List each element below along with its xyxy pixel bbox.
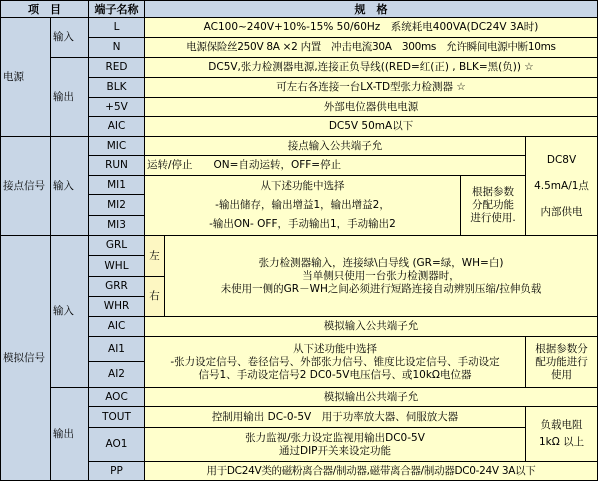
load-resistance-note	[526, 407, 598, 462]
terminal-GRL: GRL	[89, 236, 145, 256]
terminal-L: L	[89, 18, 145, 38]
spec-RUN: 运转/停止 ON=自动运转，OFF=停止	[145, 156, 526, 176]
header-spec: 规 格	[145, 1, 598, 18]
terminal-MI1: MI1	[89, 176, 145, 195]
terminal-MI3: MI3	[89, 216, 145, 236]
terminal-N: N	[89, 38, 145, 58]
terminal-MIC: MIC	[89, 137, 145, 156]
category-power: 电源	[1, 18, 51, 137]
spec-AOC: 模拟输出公共端子允	[145, 388, 598, 407]
category-contact: 接点信号	[1, 137, 51, 236]
row-L	[1, 18, 598, 38]
row-power-AIC	[1, 117, 598, 137]
detector-line: 张力检测器输入，连接绿\白导线 (GR=绿，WH=白)	[258, 256, 504, 269]
terminal-WHR: WHR	[89, 297, 145, 317]
header-item: 项 目	[1, 1, 89, 18]
terminal-AI1: AI1	[89, 337, 145, 362]
terminal-GRR: GRR	[89, 277, 145, 297]
param-line: 进行使用.	[470, 212, 516, 224]
spec-L: AC100~240V+10%-15% 50/60Hz 系统耗电400VA(DC24V 3A时)	[145, 18, 598, 38]
row-N	[1, 38, 598, 58]
spec-5V: 外部电位器供电电源	[145, 98, 598, 117]
terminal-AI2: AI2	[89, 362, 145, 388]
analog-output-label: 输出	[51, 388, 89, 481]
row-GRL	[1, 236, 598, 256]
ai-param-line: 根据参数分	[535, 342, 588, 355]
right-side-label: 右	[145, 277, 165, 317]
terminal-PP: PP	[89, 462, 145, 481]
terminal-TOUT: TOUT	[89, 407, 145, 428]
spec-N: 电源保险丝250V 8A ×2 内置 冲击电流30A 300ms 允许瞬间电源中断10ms	[145, 38, 598, 58]
terminal-power-AIC: AIC	[89, 117, 145, 137]
row-TOUT	[1, 407, 598, 428]
detector-input-spec	[165, 236, 598, 317]
terminal-RUN: RUN	[89, 156, 145, 176]
row-MIC	[1, 137, 598, 156]
spec-analog-AIC: 模拟输入公共端子允	[145, 317, 598, 337]
ai-function-line: 从下述功能中选择	[293, 342, 377, 355]
terminal-5V: +5V	[89, 98, 145, 117]
header-terminal: 端子名称	[89, 1, 145, 18]
spec-AO1	[145, 428, 526, 462]
header-row	[1, 1, 598, 18]
load-line: 1kΩ 以上	[538, 436, 585, 448]
supply-gap	[528, 167, 595, 180]
function-line: -输出ON- OFF，手动输出1，手动输出2	[209, 218, 396, 230]
terminal-MI2: MI2	[89, 195, 145, 216]
terminal-RED: RED	[89, 58, 145, 78]
spec-MIC: 接点输入公共端子允	[145, 137, 526, 156]
row-RED	[1, 58, 598, 78]
terminal-WHL: WHL	[89, 256, 145, 277]
contact-param-note	[461, 176, 526, 236]
ai-function-list	[145, 337, 526, 388]
spec-TOUT: 控制用输出 DC-0-5V 用于功率放大器、伺服放大器	[145, 407, 526, 428]
row-BLK	[1, 78, 598, 98]
row-MI1	[1, 176, 598, 195]
ai-function-line: -张力设定信号、卷径信号、外部张力信号、锥度比设定信号、手动设定	[170, 355, 500, 368]
row-AI1	[1, 337, 598, 362]
supply-line: 4.5mA/1点	[534, 179, 589, 192]
contact-input-label: 输入	[51, 137, 89, 236]
function-line: -输出储存，输出增益1，输出增益2，	[215, 199, 390, 211]
terminal-AOC: AOC	[89, 388, 145, 407]
terminal-BLK: BLK	[89, 78, 145, 98]
supply-line: DC8V	[546, 153, 577, 166]
spec-RED: DC5V,张力检测器电源,连接正负导线((RED=红(正) , BLK=黑(负)) ☆	[145, 58, 598, 78]
row-5V	[1, 98, 598, 117]
param-line: 根据参数	[472, 186, 514, 198]
power-output-label: 输出	[51, 58, 89, 137]
ao1-line: 通过DIP开关来设定功能	[278, 444, 391, 457]
power-input-label: 输入	[51, 18, 89, 58]
left-side-label: 左	[145, 236, 165, 277]
load-line: 负载电阻	[540, 419, 583, 431]
ai-param-line: 配功能进行	[535, 355, 588, 368]
row-AOC	[1, 388, 598, 407]
detector-line: 当单侧只使用一台张力检测器时，	[302, 269, 460, 282]
ao1-line: 张力监视/张力设定监视用输出DC0-5V	[245, 431, 425, 444]
ai-function-line: 信号1、手动设定信号2 DC0-5V电压信号、或10kΩ电位器	[198, 368, 472, 381]
supply-gap	[528, 193, 595, 206]
spec-BLK: 可左右各连接一台LX-TD型张力检测器 ☆	[145, 78, 598, 98]
row-RUN	[1, 156, 598, 176]
function-line: 从下述功能中选择	[260, 180, 345, 192]
row-PP	[1, 462, 598, 481]
ai-param-line: 使用	[551, 368, 573, 381]
row-AO1-top	[1, 428, 598, 445]
spec-PP: 用于DC24V类的磁粉离合器/制动器,磁带离合器/制动器DC0-24V 3A以下	[145, 462, 598, 481]
contact-supply	[526, 137, 598, 236]
param-line: 分配功能	[472, 199, 514, 211]
analog-input-label: 输入	[51, 236, 89, 388]
ai-param-note	[526, 337, 598, 388]
contact-function-list	[145, 176, 461, 236]
terminal-analog-AIC: AIC	[89, 317, 145, 337]
terminal-AO1: AO1	[89, 428, 145, 462]
supply-line: 内部供电	[540, 205, 583, 218]
row-analog-AIC	[1, 317, 598, 337]
spec-power-AIC: DC5V 50mA以下	[145, 117, 598, 137]
category-analog: 模拟信号	[1, 236, 51, 481]
detector-line: 未使用一侧的GR－WH之间必须进行短路连接自动辨别压缩/拉伸负载	[220, 282, 542, 295]
